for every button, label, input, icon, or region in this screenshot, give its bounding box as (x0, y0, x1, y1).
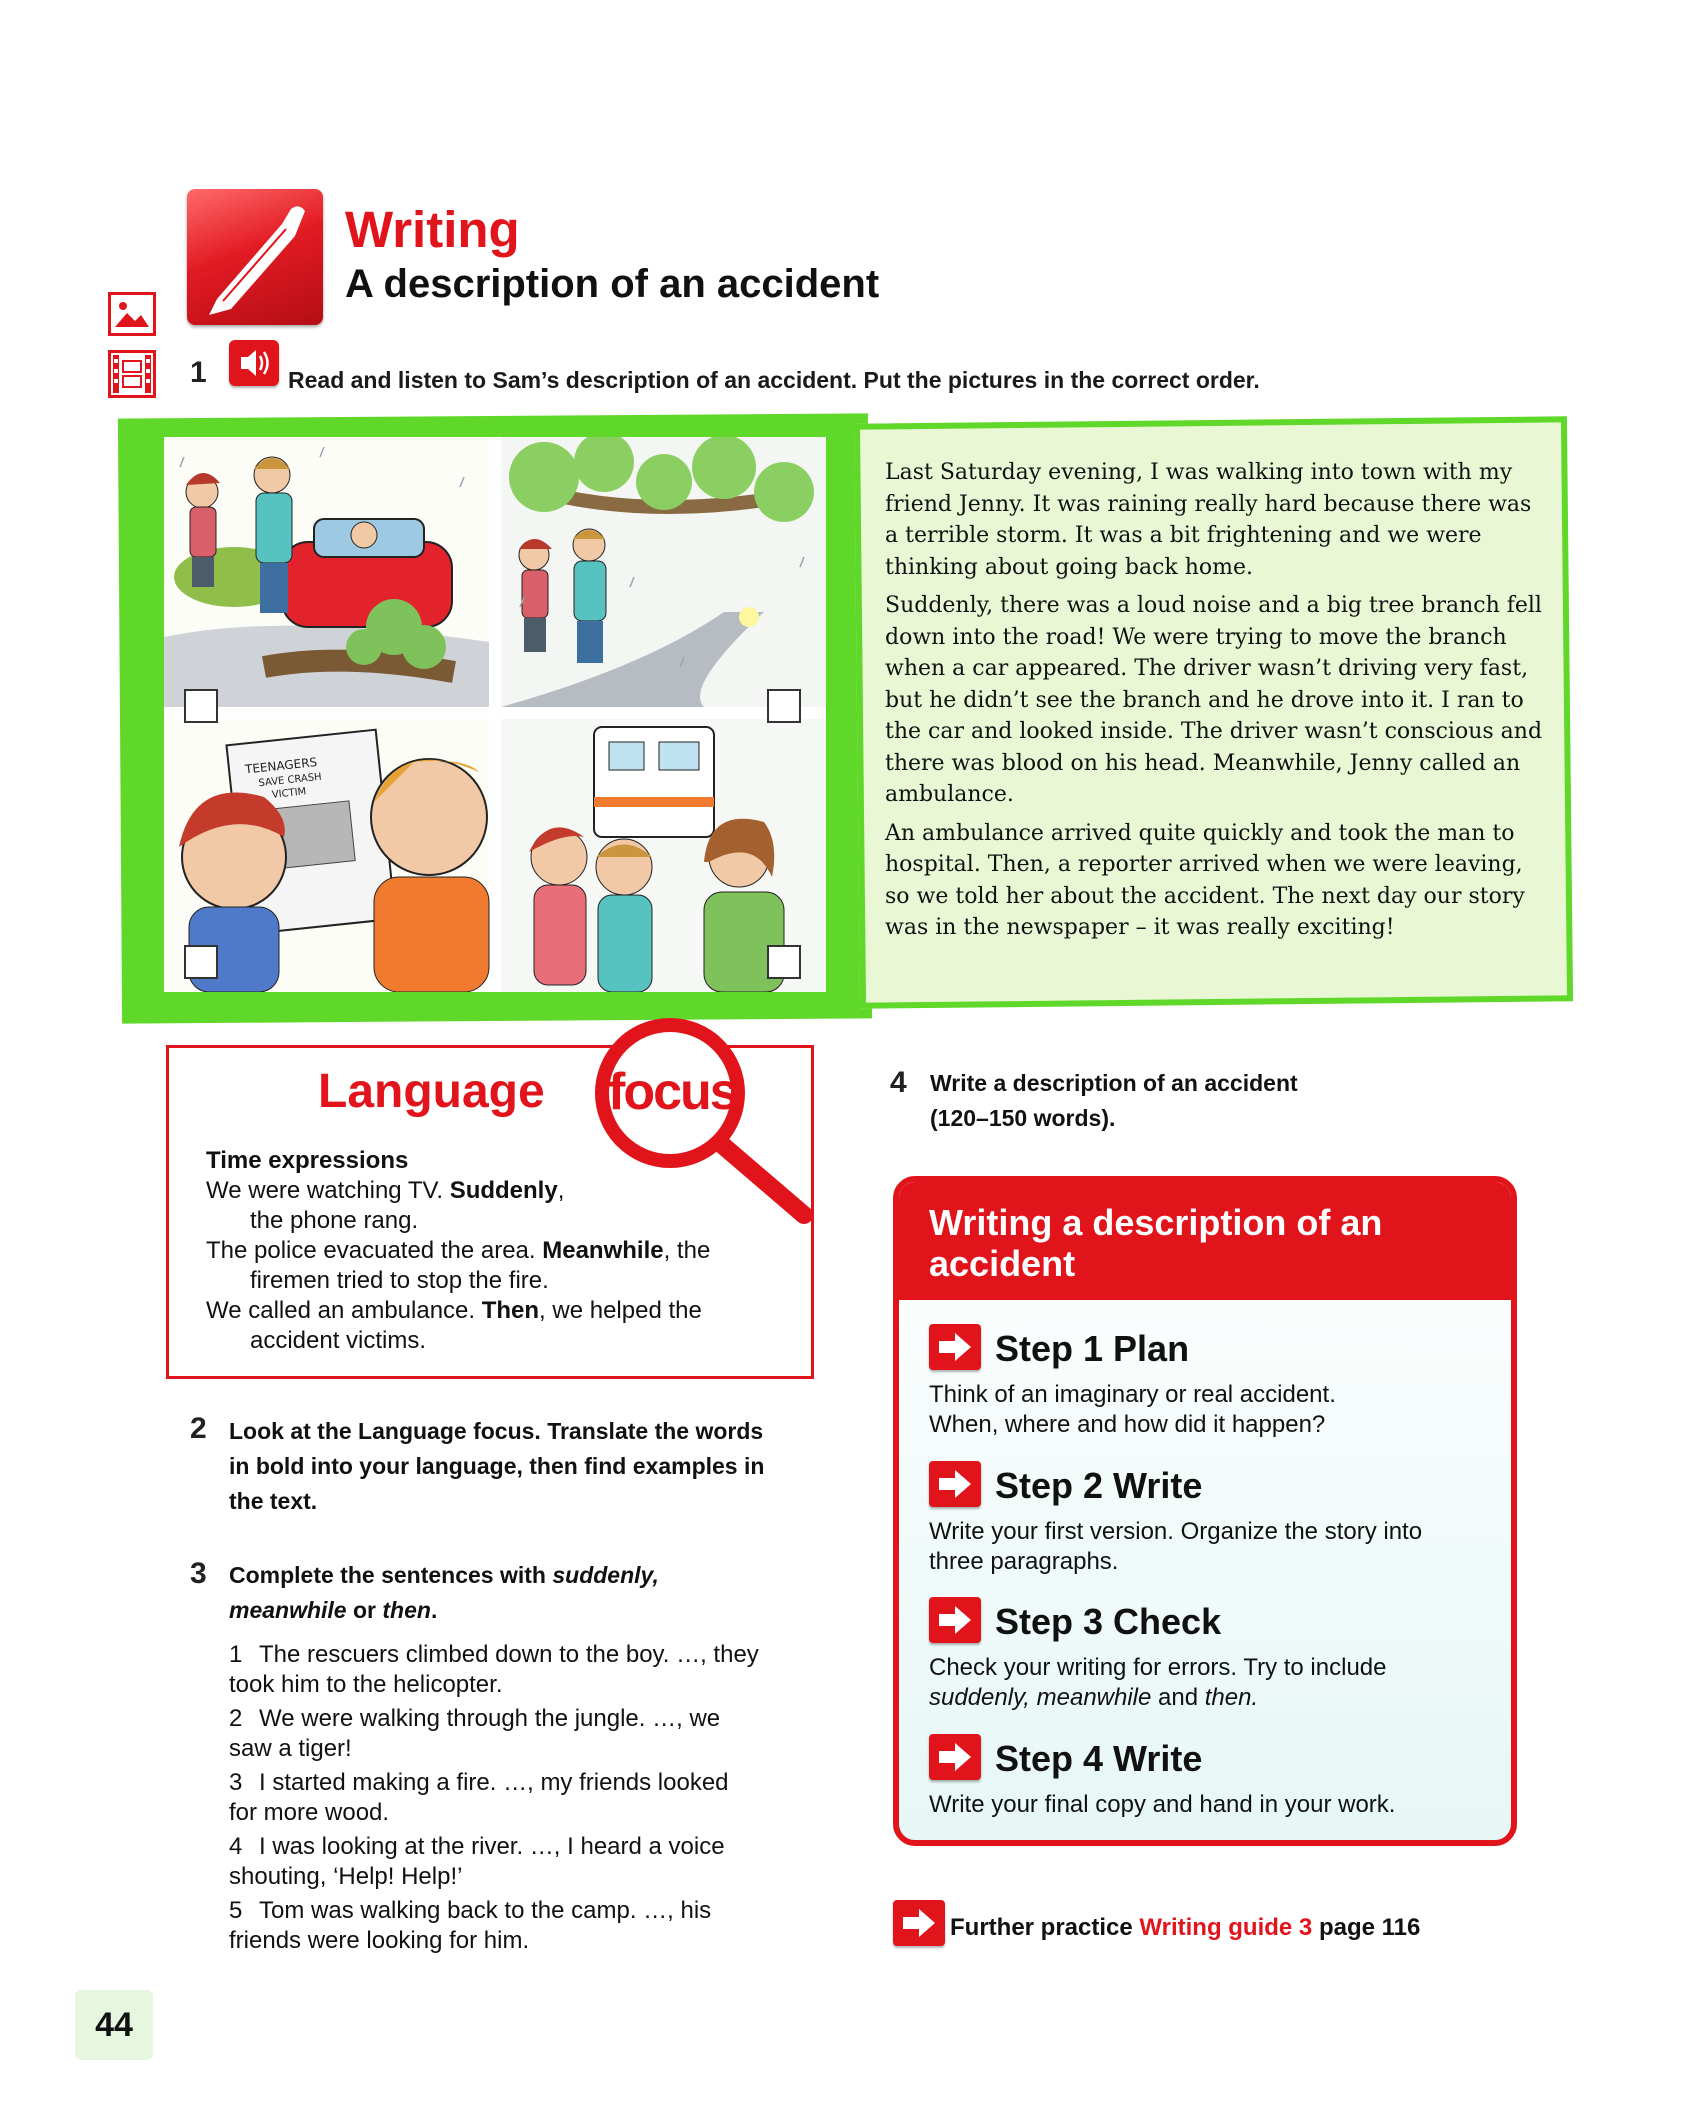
example-line: The police evacuated the area. Meanwhile, the (206, 1237, 711, 1264)
sentence-item-cont: for more wood. (229, 1799, 390, 1826)
sentence-item: 4 I was looking at the river. …, I heard a voice (229, 1833, 725, 1860)
story-paragraph: Suddenly, there was a loud noise and a big tree branch fell down into the road! We were trying to move the branch when a car appeared. The driver wasn’t driving very fast, but he didn’t see the branch and he drove into it. I ran to the car and looked inside. The driver wasn’t conscious and there was blood on his head. Meanwhile, Jenny called an ambulance. (885, 593, 1543, 807)
exercise-3-instruction: Complete the sentences with suddenly, meanwhile or then. (229, 1562, 659, 1623)
example-line-cont: the phone rang. (250, 1207, 419, 1234)
writing-steps-box (893, 1176, 1517, 1846)
example-line-cont: firemen tried to stop the fire. (250, 1267, 549, 1294)
step-arrow-icon (929, 1324, 981, 1370)
step-3-title: Step 3 Check (995, 1601, 1222, 1642)
exercise-4-instruction (930, 1066, 1490, 1136)
time-expressions-heading: Time expressions (206, 1147, 409, 1174)
further-practice[interactable]: Further practice Writing guide 3 page 116 (950, 1914, 1421, 1941)
newspaper-headline-3: VICTIM (271, 786, 307, 801)
audio-play-button[interactable] (229, 340, 279, 386)
sentence-item: 3 I started making a fire. …, my friends looked (229, 1769, 729, 1796)
step-arrow-icon (929, 1597, 981, 1643)
sentence-item-cont: friends were looking for him. (229, 1927, 530, 1954)
story-paragraph: Last Saturday evening, I was walking into town with my friend Jenny. It was raining really hard because there was a terrible storm. It was a bit frightening and we were thinking about going back home. (885, 460, 1532, 580)
sentence-item: 1 The rescuers climbed down to the boy. …, they (229, 1641, 759, 1668)
further-practice-arrow-icon[interactable] (893, 1900, 945, 1946)
instruction-line: Write a description of an accident (930, 1070, 1298, 1096)
exercise-2-number: 2 (190, 1412, 207, 1445)
story-text (885, 457, 1545, 951)
writing-guide-link[interactable]: Writing guide 3 (1139, 1914, 1313, 1941)
page-number: 44 (75, 1990, 153, 2060)
exercise-3-number: 3 (190, 1557, 207, 1590)
example-line: We were watching TV. Suddenly, (206, 1177, 565, 1204)
language-focus-word: focus (608, 1063, 737, 1121)
instruction-line: the text. (229, 1488, 318, 1514)
step-arrow-icon (929, 1461, 981, 1507)
exercise-2-instruction (229, 1414, 829, 1519)
exercise-1-instruction: Read and listen to Sam’s description of an accident. Put the pictures in the correct order. (288, 367, 1260, 393)
video-film-icon[interactable] (108, 350, 156, 398)
story-paragraph: An ambulance arrived quite quickly and took the man to hospital. Then, a reporter arrived when we were leaving, so we told her about the accident. The next day our story was in the newspaper – it was really exciting! (885, 820, 1525, 940)
writing-box-title: Writing a description of an accident (929, 1202, 1383, 1284)
image-gallery-icon[interactable] (108, 292, 156, 336)
sentence-item-cont: saw a tiger! (229, 1735, 352, 1762)
writing-pen-icon (187, 189, 323, 325)
sentence-item: 2 We were walking through the jungle. …, we (229, 1705, 721, 1732)
step-4-title: Step 4 Write (995, 1738, 1203, 1779)
newspaper-headline-1: TEENAGERS (244, 755, 318, 777)
picture-order-box-a[interactable] (184, 689, 218, 723)
step-1-text: Think of an imaginary or real accident. When, where and how did it happen? (929, 1381, 1336, 1438)
example-line-cont: accident victims. (250, 1327, 427, 1354)
step-arrow-icon (929, 1734, 981, 1780)
instruction-line: Look at the Language focus. Translate the words (229, 1418, 764, 1444)
exercise-1-number: 1 (190, 356, 207, 389)
step-2-text: Write your first version. Organize the story into three paragraphs. (929, 1518, 1423, 1575)
sentence-item-cont: shouting, ‘Help! Help!’ (229, 1863, 463, 1890)
instruction-line: (120–150 words). (930, 1105, 1116, 1131)
step-4-text: Write your final copy and hand in your work. (929, 1791, 1396, 1818)
language-focus-title: Language (318, 1065, 545, 1118)
section-title: Writing (345, 201, 520, 258)
step-1-title: Step 1 Plan (995, 1328, 1190, 1369)
section-subtitle: A description of an accident (345, 262, 880, 306)
picture-order-box-b[interactable] (767, 689, 801, 723)
accident-pictures (164, 437, 826, 992)
example-line: We called an ambulance. Then, we helped the (206, 1297, 702, 1324)
time-expressions-list (206, 1176, 806, 1356)
picture-order-box-c[interactable] (184, 945, 218, 979)
step-3-text: Check your writing for errors. Try to include suddenly, meanwhile and then. (929, 1654, 1387, 1711)
picture-order-box-d[interactable] (767, 945, 801, 979)
step-2-title: Step 2 Write (995, 1465, 1203, 1506)
exercise-4-number: 4 (890, 1066, 907, 1099)
sentence-item-cont: took him to the helicopter. (229, 1671, 503, 1698)
instruction-line: in bold into your language, then find examples in (229, 1453, 765, 1479)
newspaper-headline-2: SAVE CRASH (258, 771, 323, 790)
sentence-item: 5 Tom was walking back to the camp. …, his (229, 1897, 712, 1924)
exercise-3-sentences (229, 1640, 829, 1956)
